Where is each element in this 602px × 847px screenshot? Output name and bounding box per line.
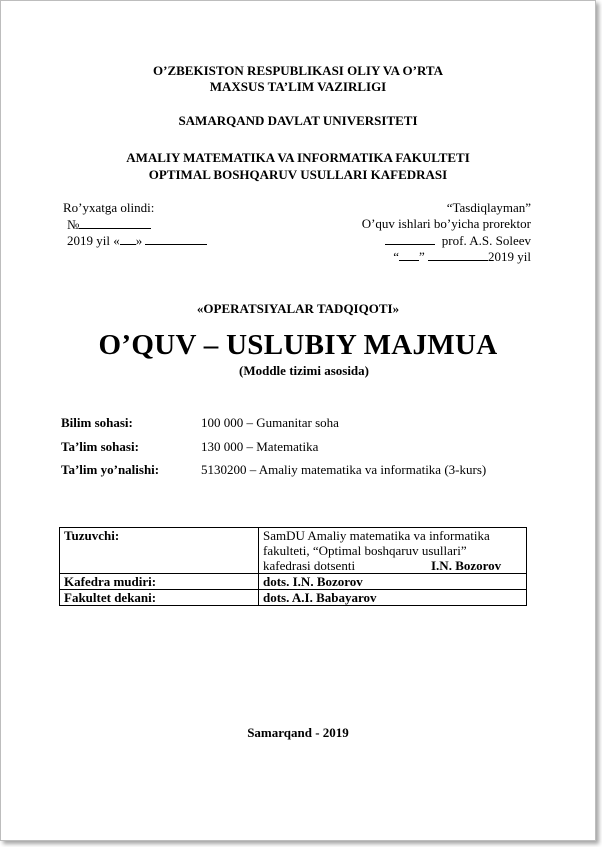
- compiler-details: [259, 528, 527, 574]
- info-label: Ta’lim yo’nalishi:: [61, 462, 160, 477]
- university-name: SAMARQAND DAVLAT UNIVERSITETI: [178, 113, 418, 128]
- approval-signature: [385, 232, 531, 249]
- place-year: Samarqand - 2019: [247, 725, 349, 740]
- head-value: dots. I.N. Bozorov: [259, 574, 527, 590]
- head-label: Kafedra mudiri:: [60, 574, 259, 590]
- registration-number: [67, 216, 151, 233]
- document-subtitle: (Moddle tizimi asosida): [239, 363, 369, 378]
- date-open: “: [393, 249, 399, 264]
- faculty-name: AMALIY MATEMATIKA VA INFORMATIKA FAKULTETI: [126, 150, 470, 165]
- staff-table: [59, 527, 527, 606]
- compiler-line-1: SamDU Amaliy matematika va informatika: [263, 528, 490, 543]
- compiler-label: Tuzuvchi:: [60, 528, 259, 574]
- month-blank: [145, 232, 207, 245]
- info-value: 130 000 – Matematika: [201, 439, 319, 454]
- date-day-blank: [399, 248, 419, 261]
- approval-title: “Tasdiqlayman”: [446, 200, 531, 215]
- ministry-line-2: MAXSUS TA’LIM VAZIRLIGI: [209, 79, 387, 94]
- compiler-line-3-row: [263, 558, 522, 573]
- compiler-line-2: fakulteti, “Optimal boshqaruv usullari”: [263, 543, 467, 558]
- number-prefix: №: [67, 217, 80, 232]
- approval-name: prof. A.S. Soleev: [441, 233, 531, 248]
- department-name: OPTIMAL BOSHQARUV USULLARI KAFEDRASI: [148, 167, 448, 182]
- table-row: [60, 528, 527, 574]
- registration-date: [67, 232, 207, 249]
- info-label: Ta’lim sohasi:: [61, 439, 139, 454]
- number-blank: [79, 216, 151, 229]
- course-name: «OPERATSIYALAR TADQIQOTI»: [196, 301, 400, 316]
- year-prefix: 2019 yil «: [67, 233, 120, 248]
- approval-date: [393, 248, 531, 265]
- info-label: Bilim sohasi:: [61, 415, 133, 430]
- day-blank: [120, 232, 136, 245]
- registration-label: Ro’yxatga olindi:: [63, 200, 155, 215]
- date-close: ”: [418, 249, 425, 264]
- table-row: [60, 590, 527, 606]
- document-title: O’QUV – USLUBIY MAJMUA: [98, 329, 498, 361]
- date-month-blank: [428, 248, 488, 261]
- info-value: 100 000 – Gumanitar soha: [201, 415, 339, 430]
- info-value: 5130200 – Amaliy matematika va informatika (3-kurs): [201, 462, 487, 477]
- signature-blank: [385, 232, 435, 245]
- year-mid: »: [135, 233, 143, 248]
- dean-value: dots. A.I. Babayarov: [259, 590, 527, 606]
- approval-role: O’quv ishlari bo’yicha prorektor: [361, 216, 531, 231]
- ministry-line-1: O’ZBEKISTON RESPUBLIKASI OLIY VA O’RTA: [153, 63, 443, 78]
- table-row: [60, 574, 527, 590]
- dean-label: Fakultet dekani:: [60, 590, 259, 606]
- compiler-line-3: kafedrasi dotsenti: [263, 558, 356, 573]
- date-year: 2019 yil: [488, 249, 531, 264]
- compiler-name: I.N. Bozorov: [431, 558, 502, 573]
